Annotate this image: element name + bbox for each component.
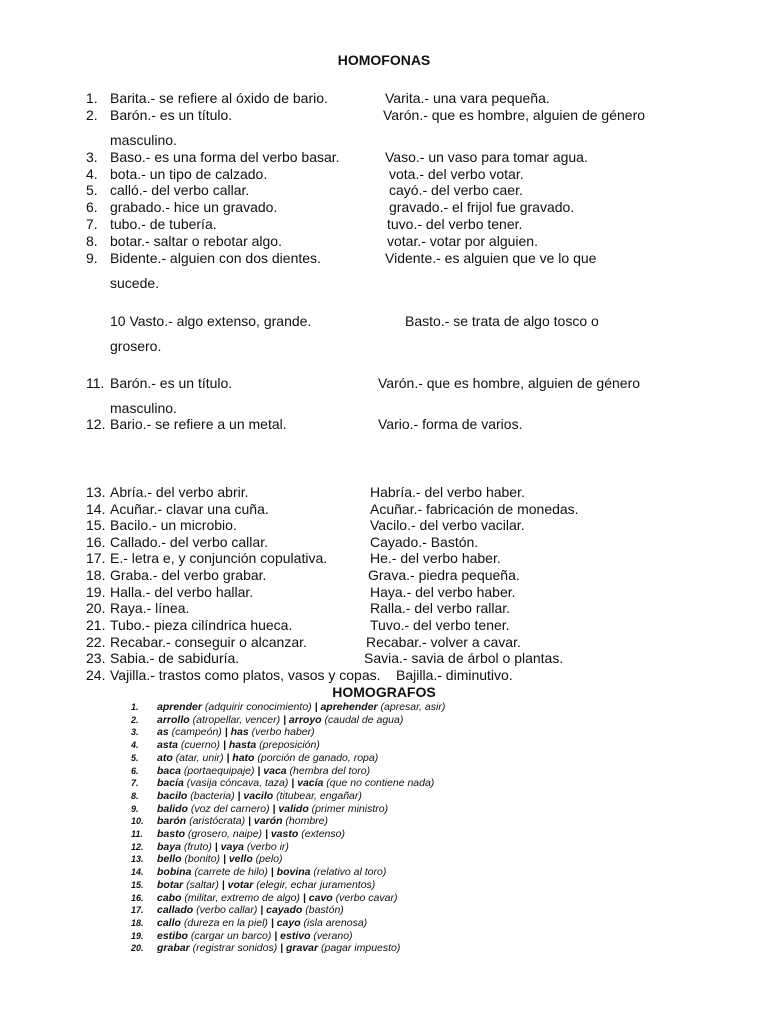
homografo-word: cayado <box>266 904 303 917</box>
homofona-number: 18. <box>86 567 106 583</box>
homofona-number: 17. <box>86 550 106 566</box>
homografo-number: 2. <box>131 714 139 725</box>
homofona-right: Savia.- savia de árbol o plantas. <box>364 650 564 666</box>
homografo-word: vasto <box>270 828 299 840</box>
homografo-definition: (verbo haber) <box>248 726 315 739</box>
homofona-right: Bajilla.- diminutivo. <box>396 667 513 683</box>
homografo-definition: (cargar un barco) <box>187 929 275 942</box>
homografo-word: bovina <box>276 866 311 879</box>
separator: | <box>226 751 233 764</box>
homografo-definition: (saltar) <box>183 878 222 891</box>
homografo-word: as <box>157 726 169 739</box>
homografo-definition: (verbo cavar) <box>332 891 398 904</box>
homografo-number: 16. <box>131 892 144 903</box>
homografo-number: 7. <box>131 778 139 789</box>
homografo-word: cayo <box>276 916 301 929</box>
homografo-entry <box>157 739 320 751</box>
homofona-right: Acuñar.- fabricación de monedas. <box>370 501 579 517</box>
homografo-word: hasta <box>228 739 257 752</box>
homofona-left: Baso.- es una forma del verbo basar. <box>110 149 340 165</box>
separator: | <box>274 929 281 942</box>
homografo-number: 6. <box>131 765 139 776</box>
homografo-definition: (vasija cóncava, taza) <box>183 777 292 790</box>
homofona-number: 11. <box>86 375 105 391</box>
homografo-word: callo <box>157 916 181 929</box>
separator: | <box>270 866 277 879</box>
homografo-definition: (adquirir conocimiento) <box>201 701 315 713</box>
homofona-number: 15. <box>86 517 106 533</box>
homofonas-title: HOMOFONAS <box>337 52 431 68</box>
homografo-word: vacía <box>297 777 324 790</box>
homografo-definition: (relativo al toro) <box>310 866 387 879</box>
homografo-word: vaca <box>263 764 287 777</box>
homografo-word: bobina <box>157 866 192 879</box>
separator: | <box>222 853 229 866</box>
homografo-word: aprehender <box>320 701 378 713</box>
homografo-word: basto <box>157 828 186 840</box>
homografo-definition: (pelo) <box>252 853 283 866</box>
homografo-entry <box>157 828 345 840</box>
homografo-definition: (que no contiene nada) <box>323 777 435 790</box>
homografo-word: vello <box>228 853 253 866</box>
homografo-definition: (verbo callar) <box>193 904 261 917</box>
homofona-left: Sabia.- de sabiduría. <box>110 650 240 666</box>
homografo-entry <box>157 942 400 954</box>
homografo-word: bacilo <box>157 789 188 802</box>
separator: | <box>222 739 229 752</box>
homografo-number: 8. <box>131 790 139 801</box>
homofona-left: 10 Vasto.- algo extenso, grande. <box>110 313 312 329</box>
homofona-right: tuvo.- del verbo tener. <box>387 216 523 232</box>
homografo-number: 18. <box>131 917 144 928</box>
homofona-left: grosero. <box>110 338 162 354</box>
separator: | <box>224 726 231 739</box>
homofona-number: 8. <box>86 233 98 249</box>
separator: | <box>270 916 277 929</box>
separator: | <box>272 802 279 815</box>
separator: | <box>214 840 221 853</box>
homografo-entry <box>157 879 375 891</box>
separator: | <box>221 878 228 891</box>
homografo-word: valido <box>278 802 309 815</box>
homofona-number: 9. <box>86 250 98 266</box>
homografo-entry <box>157 701 445 713</box>
homografo-word: ato <box>157 751 173 764</box>
homografo-number: 19. <box>131 930 144 941</box>
homografo-word: botar <box>157 878 184 891</box>
homofona-number: 14. <box>86 501 106 517</box>
separator: | <box>257 764 264 777</box>
homofona-left: Recabar.- conseguir o alcanzar. <box>110 634 307 650</box>
homofona-right: Basto.- se trata de algo tosco o <box>405 313 599 329</box>
separator: | <box>291 777 298 790</box>
homofona-left: Barón.- es un título. <box>110 107 233 123</box>
homofona-number: 24. <box>86 667 106 683</box>
homografo-entry <box>157 803 388 815</box>
homografo-word: cavo <box>308 891 333 904</box>
homografo-definition: (voz del carnero) <box>187 802 273 815</box>
homografo-definition: (hembra del toro) <box>286 764 371 777</box>
homofona-right: Tuvo.- del verbo tener. <box>370 617 510 633</box>
homofona-left: masculino. <box>110 132 177 148</box>
homofona-right: Vacilo.- del verbo vacilar. <box>370 517 525 533</box>
homografo-definition: (porción de ganado, ropa) <box>254 751 379 764</box>
homofona-right: Ralla.- del verbo rallar. <box>370 600 511 616</box>
homografo-number: 17. <box>131 905 144 916</box>
homofona-number: 3. <box>86 149 98 165</box>
homografo-entry <box>157 790 362 802</box>
homofona-left: botar.- saltar o rebotar algo. <box>110 233 282 249</box>
homofona-left: Bario.- se refiere a un metal. <box>110 416 287 432</box>
homofona-left: tubo.- de tubería. <box>110 216 217 232</box>
homografo-entry <box>157 904 344 916</box>
homografo-definition: (extenso) <box>298 828 345 840</box>
homografo-definition: (fruto) <box>180 840 215 853</box>
homografo-definition: (primer ministro) <box>308 802 389 815</box>
homografo-word: asta <box>157 739 179 752</box>
homofona-right: Vidente.- es alguien que ve lo que <box>385 250 597 266</box>
homografo-word: barón <box>157 815 187 828</box>
homografo-number: 12. <box>131 841 144 852</box>
homografo-number: 10. <box>131 816 144 827</box>
homografo-word: aprender <box>157 701 202 713</box>
homografo-number: 4. <box>131 740 139 751</box>
homofona-right: Habría.- del verbo haber. <box>370 484 525 500</box>
homografo-word: baya <box>157 840 181 853</box>
homografo-entry <box>157 765 370 777</box>
homografo-definition: (isla arenosa) <box>300 916 368 929</box>
homografo-entry <box>157 714 403 726</box>
homografo-entry <box>157 930 353 942</box>
homofona-right: vota.- del verbo votar. <box>389 166 524 182</box>
homofona-number: 6. <box>86 199 98 215</box>
separator: | <box>302 891 309 904</box>
separator: | <box>260 904 267 917</box>
homografo-definition: (portaequipaje) <box>180 764 258 777</box>
homografo-number: 9. <box>131 803 139 814</box>
homografo-number: 14. <box>131 867 144 878</box>
homofona-left: grabado.- hice un gravado. <box>110 199 278 215</box>
homografo-definition: (carrete de hilo) <box>191 866 271 879</box>
homografo-entry <box>157 815 328 827</box>
separator: | <box>248 815 254 828</box>
homografo-number: 20. <box>131 943 144 954</box>
homografo-entry <box>157 853 283 865</box>
homografo-word: gravar <box>286 942 319 955</box>
homofona-left: Halla.- del verbo hallar. <box>110 584 254 600</box>
homografo-definition: (bastón) <box>302 904 344 917</box>
homofona-right: Varita.- una vara pequeña. <box>385 90 550 106</box>
homografo-word: vaya <box>220 840 244 853</box>
homografo-definition: (dureza en la piel) <box>180 916 271 929</box>
homografo-word: votar <box>227 878 254 891</box>
homografo-entry <box>157 752 378 764</box>
homografo-word: cabo <box>157 891 182 904</box>
homofona-number: 4. <box>86 166 98 182</box>
homografo-definition: (caudal de agua) <box>321 713 404 726</box>
homografo-definition: (grosero, naipe) <box>185 828 265 840</box>
homofona-left: masculino. <box>110 400 177 416</box>
homofona-right: gravado.- el frijol fue gravado. <box>389 199 575 215</box>
homografo-definition: (titubear, engañar) <box>273 789 362 802</box>
homografo-definition: (atar, unir) <box>172 751 227 764</box>
homografo-definition: (atropellar, vencer) <box>189 713 284 726</box>
separator: | <box>280 942 286 955</box>
homofona-right: votar.- votar por alguien. <box>387 233 538 249</box>
homografo-number: 1. <box>131 702 139 712</box>
homografo-word: bello <box>157 853 182 866</box>
homografo-word: estibo <box>157 929 188 942</box>
homografo-entry <box>157 866 386 878</box>
homografos-title: HOMOGRAFOS <box>332 684 436 700</box>
separator: | <box>283 713 289 726</box>
homofona-left: Callado.- del verbo callar. <box>110 534 268 550</box>
homofona-right: Haya.- del verbo haber. <box>370 584 516 600</box>
homografo-entry <box>157 726 315 738</box>
homofona-number: 7. <box>86 216 98 232</box>
homofona-left: sucede. <box>110 275 160 291</box>
homografo-number: 3. <box>131 727 139 738</box>
homografo-definition: (bonito) <box>181 853 223 866</box>
homografo-definition: (pagar impuesto) <box>318 942 401 955</box>
homofona-right: cayó.- del verbo caer. <box>389 182 523 198</box>
homografo-word: balido <box>157 802 188 815</box>
homofona-number: 13. <box>86 484 106 500</box>
homografo-definition: (campeón) <box>168 726 225 739</box>
homofona-right: Varón.- que es hombre, alguien de género <box>378 375 641 391</box>
homofona-number: 22. <box>86 634 106 650</box>
homofona-number: 23. <box>86 650 106 666</box>
homografo-definition: (verbo ir) <box>244 840 289 853</box>
homografo-word: has <box>230 726 249 739</box>
homofona-right: Vaso.- un vaso para tomar agua. <box>385 149 588 165</box>
homofona-right: Recabar.- volver a cavar. <box>366 634 521 650</box>
homografo-definition: (preposición) <box>256 739 320 752</box>
homofona-right: Varón.- que es hombre, alguien de género <box>383 107 646 123</box>
homografo-number: 15. <box>131 879 144 890</box>
homofona-right: He.- del verbo haber. <box>370 550 501 566</box>
homofona-right: Vario.- forma de varios. <box>378 416 523 432</box>
homografo-word: vacilo <box>243 789 274 802</box>
homofona-left: E.- letra e, y conjunción copulativa. <box>110 550 328 566</box>
homofona-left: Acuñar.- clavar una cuña. <box>110 501 269 517</box>
homografo-definition: (cuerno) <box>178 739 223 752</box>
homografo-word: varón <box>253 815 283 828</box>
homografo-word: grabar <box>157 942 190 955</box>
homografo-number: 5. <box>131 752 139 763</box>
homofona-number: 19. <box>86 584 106 600</box>
separator: | <box>264 828 271 840</box>
homografo-entry <box>157 892 397 904</box>
homografo-word: arroyo <box>288 713 322 726</box>
homografo-word: arrollo <box>157 713 190 726</box>
homofona-right: Cayado.- Bastón. <box>370 534 479 550</box>
homografo-definition: (militar, extremo de algo) <box>181 891 303 904</box>
homofona-left: Barón.- es un título. <box>110 375 233 391</box>
homografo-definition: (bacteria) <box>187 789 238 802</box>
homografo-definition: (verano) <box>310 929 353 942</box>
homografo-word: estivo <box>280 929 311 942</box>
homografo-definition: (aristócrata) <box>186 815 249 828</box>
homografo-number: 11. <box>131 829 143 839</box>
homofona-number: 1. <box>86 90 98 106</box>
homografo-entry <box>157 777 434 789</box>
separator: | <box>237 789 244 802</box>
homografo-definition: (registrar sonidos) <box>189 942 281 955</box>
homofona-left: Tubo.- pieza cilíndrica hueca. <box>110 617 293 633</box>
separator: | <box>314 701 321 713</box>
homografo-word: bacía <box>157 777 184 790</box>
homofona-number: 2. <box>86 107 98 123</box>
homofona-number: 20. <box>86 600 106 616</box>
homografo-entry <box>157 841 289 853</box>
homofona-left: Barita.- se refiere al óxido de bario. <box>110 90 328 106</box>
homofona-left: calló.- del verbo callar. <box>110 182 250 198</box>
homofona-number: 12. <box>86 416 106 432</box>
homofona-left: bota.- un tipo de calzado. <box>110 166 268 182</box>
homofona-number: 21. <box>86 617 106 633</box>
homografo-definition: (elegir, echar juramentos) <box>253 878 376 891</box>
homofona-left: Graba.- del verbo grabar. <box>110 567 267 583</box>
homofona-right: Grava.- piedra pequeña. <box>368 567 520 583</box>
homografo-word: callado <box>157 904 194 917</box>
homografo-number: 13. <box>131 854 144 865</box>
homofona-number: 16. <box>86 534 106 550</box>
homografo-word: hato <box>232 751 255 764</box>
homografo-definition: (hombre) <box>282 815 328 828</box>
homografo-word: baca <box>157 764 181 777</box>
homofona-left: Raya.- línea. <box>110 600 190 616</box>
homofona-left: Vajilla.- trastos como platos, vasos y copas. <box>110 667 381 683</box>
homografo-definition: (apresar, asir) <box>377 701 446 713</box>
homofona-left: Bacilo.- un microbio. <box>110 517 237 533</box>
homofona-left: Bidente.- alguien con dos dientes. <box>110 250 321 266</box>
homofona-left: Abría.- del verbo abrir. <box>110 484 249 500</box>
homografo-entry <box>157 917 367 929</box>
homofona-number: 5. <box>86 182 98 198</box>
